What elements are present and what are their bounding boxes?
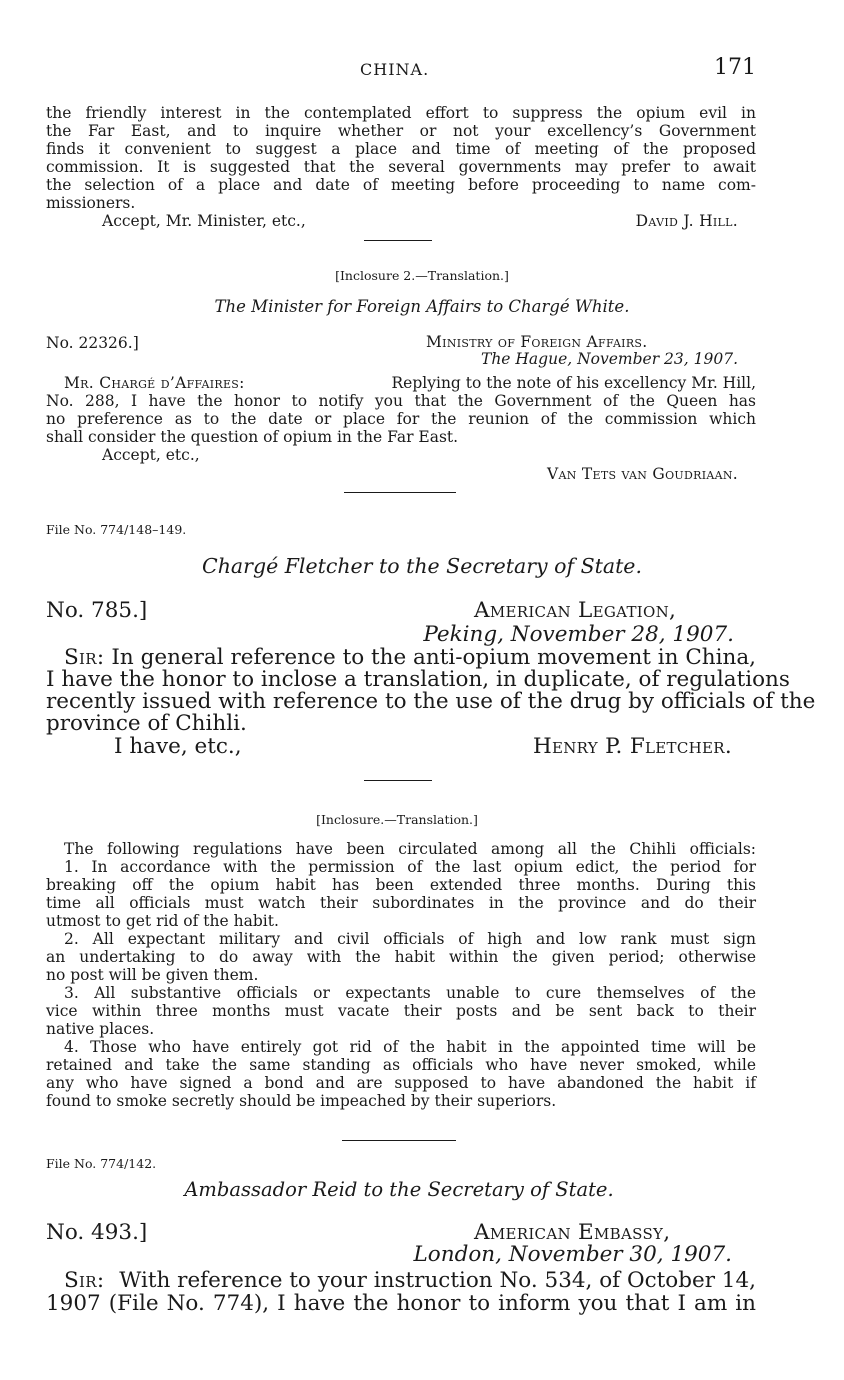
text-line: the selection of a place and date of meeting before proceeding to name com- (46, 176, 756, 194)
divider (364, 780, 432, 781)
text-line: No. 288, I have the honor to notify you that the Government of the Queen has (46, 392, 756, 410)
letter-number: No. 785.] (46, 598, 148, 623)
text-line: missioners. (46, 194, 136, 212)
running-head: CHINA. (360, 60, 430, 79)
text-line: 4. Those who have entirely got rid of the habit in the appointed time will be (64, 1038, 756, 1056)
text-line: any who have signed a bond and are supposed to have abandoned the habit if (46, 1074, 756, 1092)
place-date: London, November 30, 1907. (413, 1242, 732, 1267)
closing: Accept, Mr. Minister, etc., (102, 212, 306, 230)
letter-heading: Ambassador Reid to the Secretary of State. (184, 1178, 614, 1201)
text-line: commission. It is suggested that the several governments may prefer to await (46, 158, 756, 176)
salutation: Sir: (64, 1268, 105, 1293)
text-line: province of Chihli. (46, 711, 247, 736)
text-line: 3. All substantive officials or expectants unable to cure themselves of the (64, 984, 756, 1002)
inclosure-label: [Inclosure.—Translation.] (316, 812, 478, 827)
letter-heading: Chargé Fletcher to the Secretary of State. (202, 554, 642, 578)
text-line: finds it convenient to suggest a place and time of meeting of the proposed (46, 140, 756, 158)
letter-number: No. 493.] (46, 1220, 148, 1245)
text-line: vice within three months must vacate their posts and be sent back to their (46, 1002, 756, 1020)
text-span: Replying to the note of his excellency Mr. Hill, (391, 374, 756, 392)
salutation: Sir: (64, 645, 105, 670)
closing: Accept, etc., (102, 446, 200, 464)
text-line: time all officials must watch their subordinates in the province and do their (46, 894, 756, 912)
inclosure-label: [Inclosure 2.—Translation.] (335, 268, 509, 283)
page-number: 171 (714, 55, 756, 80)
text-line: the friendly interest in the contemplated effort to suppress the opium evil in (46, 104, 756, 122)
letter-heading: The Minister for Foreign Affairs to Chargé White. (214, 297, 630, 316)
signature: David J. Hill. (635, 212, 738, 230)
text-line: retained and take the same standing as officials who have never smoked, while (46, 1056, 756, 1074)
text-line: breaking off the opium habit has been extended three months. During this (46, 876, 756, 894)
signature: Van Tets van Goudriaan. (546, 465, 738, 483)
file-number: File No. 774/142. (46, 1156, 157, 1171)
text-line: utmost to get rid of the habit. (46, 912, 279, 930)
text-line: shall consider the question of opium in the Far East. (46, 428, 459, 446)
closing: I have, etc., (114, 734, 242, 759)
divider (342, 1140, 456, 1141)
text-line: 1. In accordance with the permission of the last opium edict, the period for (64, 858, 756, 876)
divider (344, 492, 456, 493)
text-line (46, 374, 756, 392)
text-line: The following regulations have been circulated among all the Chihli officials: (64, 840, 756, 858)
letter-number: No. 22326.] (46, 334, 139, 352)
text-line: recently issued with reference to the use of the drug by officials of the (46, 689, 816, 714)
text-line: 2. All expectant military and civil officials of high and low rank must sign (64, 930, 756, 948)
text-line: found to smoke secretly should be impeached by their superiors. (46, 1092, 557, 1110)
text-span: With reference to your instruction No. 534, of October 14, (119, 1268, 756, 1293)
text-line: I have the honor to inclose a translation, in duplicate, of regulations (46, 667, 790, 692)
text-line: 1907 (File No. 774), I have the honor to inform you that I am in (46, 1291, 756, 1316)
divider (364, 240, 432, 241)
sender-office: American Embassy, (474, 1220, 671, 1245)
signature: Henry P. Fletcher. (532, 734, 732, 759)
text-span: In general reference to the anti-opium movement in China, (111, 645, 756, 670)
text-line: native places. (46, 1020, 155, 1038)
text-line: the Far East, and to inquire whether or not your excellency’s Government (46, 122, 756, 140)
text-line: no preference as to the date or place for the reunion of the commission which (46, 410, 756, 428)
text-line (46, 1270, 756, 1292)
text-line: an undertaking to do away with the habit within the given period; otherwise (46, 948, 756, 966)
file-number: File No. 774/148–149. (46, 522, 187, 537)
sender-office: Ministry of Foreign Affairs. (426, 333, 648, 351)
text-line (46, 647, 756, 669)
place-date: The Hague, November 23, 1907. (480, 350, 738, 368)
sender-office: American Legation, (474, 598, 677, 623)
place-date: Peking, November 28, 1907. (423, 622, 734, 647)
text-line: no post will be given them. (46, 966, 259, 984)
salutation: Mr. Chargé d’Affaires: (64, 374, 245, 392)
